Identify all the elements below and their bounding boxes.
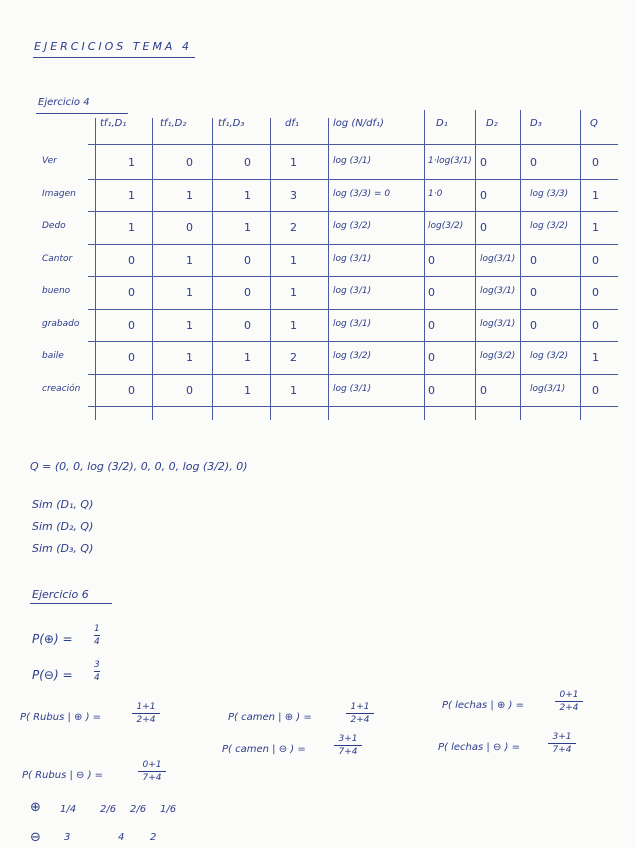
row-term: Imagen: [42, 188, 76, 199]
sim-d3: Sim (D₃, Q): [32, 542, 94, 555]
row-value: 1/4: [60, 804, 77, 815]
column-header: tf₁,D₃: [218, 118, 245, 129]
table-cell: 0: [428, 253, 435, 267]
sim-d1: Sim (D₁, Q): [32, 498, 94, 511]
table-cell: log (3/1): [333, 318, 372, 329]
table-column-line: [580, 110, 581, 420]
table-column-line: [328, 118, 329, 420]
table-cell: 0: [480, 188, 487, 202]
table-cell: 0: [186, 383, 193, 397]
p-negative-label: P(⊖) =: [32, 668, 73, 682]
table-column-line: [95, 118, 96, 420]
column-header: D₁: [436, 118, 448, 129]
table-row-line: [88, 276, 618, 277]
table-cell: log(3/1): [530, 383, 566, 394]
table-cell: 1: [592, 188, 599, 202]
table-row-line: [88, 244, 618, 245]
cond-prob-fraction: 0+1 7+4: [138, 760, 166, 783]
row-term: Ver: [42, 156, 57, 166]
table-cell: 1: [186, 188, 193, 202]
table-row-line: [88, 211, 618, 212]
row-value: 2/6: [100, 804, 117, 815]
table-cell: log (3/1): [333, 156, 372, 166]
table-cell: 1: [244, 188, 251, 202]
table-row-line: [88, 374, 618, 375]
table-cell: 0: [592, 156, 599, 169]
ejercicio6-heading: Ejercicio 6: [32, 588, 89, 601]
table-cell: 0: [530, 286, 537, 299]
row-value: 3: [64, 832, 71, 843]
cond-prob-fraction: 3+1 7+4: [548, 732, 576, 755]
row-term: creación: [42, 383, 81, 394]
cond-prob-fraction: 0+1 2+4: [555, 690, 583, 713]
cond-prob-label: P( Rubus | ⊕ ) =: [20, 712, 102, 723]
table-cell: 2: [290, 351, 297, 364]
table-cell: 3: [290, 188, 297, 202]
table-cell: log (3/1): [333, 253, 372, 264]
cond-prob-fraction: 3+1 7+4: [334, 734, 362, 757]
row-negative-symbol: ⊖: [30, 830, 41, 845]
table-cell: 0: [128, 318, 135, 332]
table-cell: 0: [244, 318, 251, 332]
table-column-line: [270, 118, 271, 420]
column-header: df₁: [285, 118, 299, 129]
column-header: D₂: [486, 118, 498, 129]
table-cell: 0: [428, 383, 435, 397]
p-negative-fraction: 3 4: [94, 660, 100, 683]
cond-prob-label: P( camen | ⊖ ) =: [222, 744, 306, 755]
table-row-line: [88, 179, 618, 180]
cond-prob-fraction: 1+1 2+4: [346, 702, 374, 725]
table-cell: 0: [480, 383, 487, 397]
table-cell: 0: [592, 253, 599, 267]
table-cell: 0: [530, 318, 537, 332]
column-header: Q: [590, 118, 598, 129]
table-cell: log(3/1): [480, 318, 516, 329]
table-column-line: [212, 118, 213, 420]
cond-prob-fraction: 1+1 2+4: [132, 702, 160, 725]
table-cell: 1: [186, 286, 193, 299]
table-cell: 0: [128, 351, 135, 364]
row-term: grabado: [42, 318, 80, 329]
p-positive-label: P(⊕) =: [32, 632, 73, 646]
table-cell: 0: [530, 156, 537, 169]
table-cell: 0: [530, 253, 537, 267]
table-cell: 1: [186, 351, 193, 364]
table-column-line: [424, 110, 425, 420]
q-vector: Q = (0, 0, log (3/2), 0, 0, 0, log (3/2), 0): [30, 460, 248, 473]
table-cell: log (3/2): [333, 221, 372, 231]
p-positive-fraction: 1 4: [94, 624, 100, 647]
row-value: 1/6: [160, 804, 177, 815]
table-cell: 1: [128, 156, 135, 169]
table-cell: log(3/1): [480, 253, 516, 264]
table-cell: 1·log(3/1): [428, 156, 472, 166]
table-column-line: [520, 110, 521, 420]
table-cell: 1: [128, 188, 135, 202]
table-cell: 0: [128, 383, 135, 397]
ejercicio4-heading: Ejercicio 4: [38, 97, 90, 108]
table-cell: 1·0: [428, 188, 443, 199]
row-value: 4: [118, 832, 125, 843]
table-cell: 0: [128, 253, 135, 267]
table-row-line: [88, 309, 618, 310]
table-cell: log (3/3) = 0: [333, 188, 391, 199]
table-cell: 0: [428, 286, 435, 299]
table-row-line: [88, 341, 618, 342]
table-cell: log (3/2): [530, 221, 569, 231]
table-cell: 0: [128, 286, 135, 299]
table-cell: log (3/1): [333, 383, 372, 394]
table-cell: 0: [428, 318, 435, 332]
table-cell: 0: [428, 351, 435, 364]
row-value: 2/6: [130, 804, 147, 815]
table-cell: log(3/2): [480, 351, 516, 361]
table-cell: 1: [592, 221, 599, 234]
table-cell: 1: [290, 253, 297, 267]
title-underline: [33, 57, 195, 58]
page-title: EJERCICIOS TEMA 4: [34, 40, 192, 53]
table-cell: 0: [480, 221, 487, 234]
table-cell: 1: [244, 351, 251, 364]
row-term: Cantor: [42, 253, 73, 264]
table-cell: log(3/1): [480, 286, 516, 296]
table-cell: 0: [244, 253, 251, 267]
table-row-line: [88, 406, 618, 407]
table-cell: 0: [592, 286, 599, 299]
row-term: bueno: [42, 286, 71, 296]
table-cell: 1: [186, 253, 193, 267]
table-cell: 1: [592, 351, 599, 364]
table-cell: 1: [290, 156, 297, 169]
table-cell: log (3/3): [530, 188, 569, 199]
column-header: tf₁,D₁: [100, 118, 127, 129]
column-header: D₃: [530, 118, 542, 129]
table-column-line: [475, 110, 476, 420]
table-cell: 1: [186, 318, 193, 332]
table-cell: log (3/2): [333, 351, 372, 361]
row-positive-symbol: ⊕: [30, 800, 41, 815]
table-cell: 1: [244, 221, 251, 234]
cond-prob-label: P( lechas | ⊕ ) =: [442, 700, 524, 711]
table-cell: 0: [244, 156, 251, 169]
table-cell: 1: [128, 221, 135, 234]
cond-prob-label: P( Rubus | ⊖ ) =: [22, 770, 104, 781]
table-cell: log (3/2): [530, 351, 569, 361]
sim-d2: Sim (D₂, Q): [32, 520, 94, 533]
row-term: Dedo: [42, 221, 66, 231]
table-cell: 0: [186, 156, 193, 169]
table-cell: 1: [290, 318, 297, 332]
table-cell: 0: [592, 383, 599, 397]
table-cell: 1: [290, 286, 297, 299]
table-cell: 2: [290, 221, 297, 234]
row-term: baile: [42, 351, 64, 361]
table-cell: log(3/2): [428, 221, 464, 231]
column-header: tf₁,D₂: [160, 118, 187, 129]
table-header-line: [88, 144, 618, 145]
cond-prob-label: P( lechas | ⊖ ) =: [438, 742, 520, 753]
table-cell: log (3/1): [333, 286, 372, 296]
table-cell: 0: [244, 286, 251, 299]
table-cell: 1: [244, 383, 251, 397]
ejercicio6-underline: [30, 603, 112, 604]
cond-prob-label: P( camen | ⊕ ) =: [228, 712, 312, 723]
table-cell: 0: [480, 156, 487, 169]
table-cell: 1: [290, 383, 297, 397]
column-header: log (N/df₁): [333, 118, 384, 129]
table-cell: 0: [592, 318, 599, 332]
table-column-line: [152, 118, 153, 420]
table-cell: 0: [186, 221, 193, 234]
row-value: 2: [150, 832, 157, 843]
ejercicio4-underline: [36, 113, 128, 114]
